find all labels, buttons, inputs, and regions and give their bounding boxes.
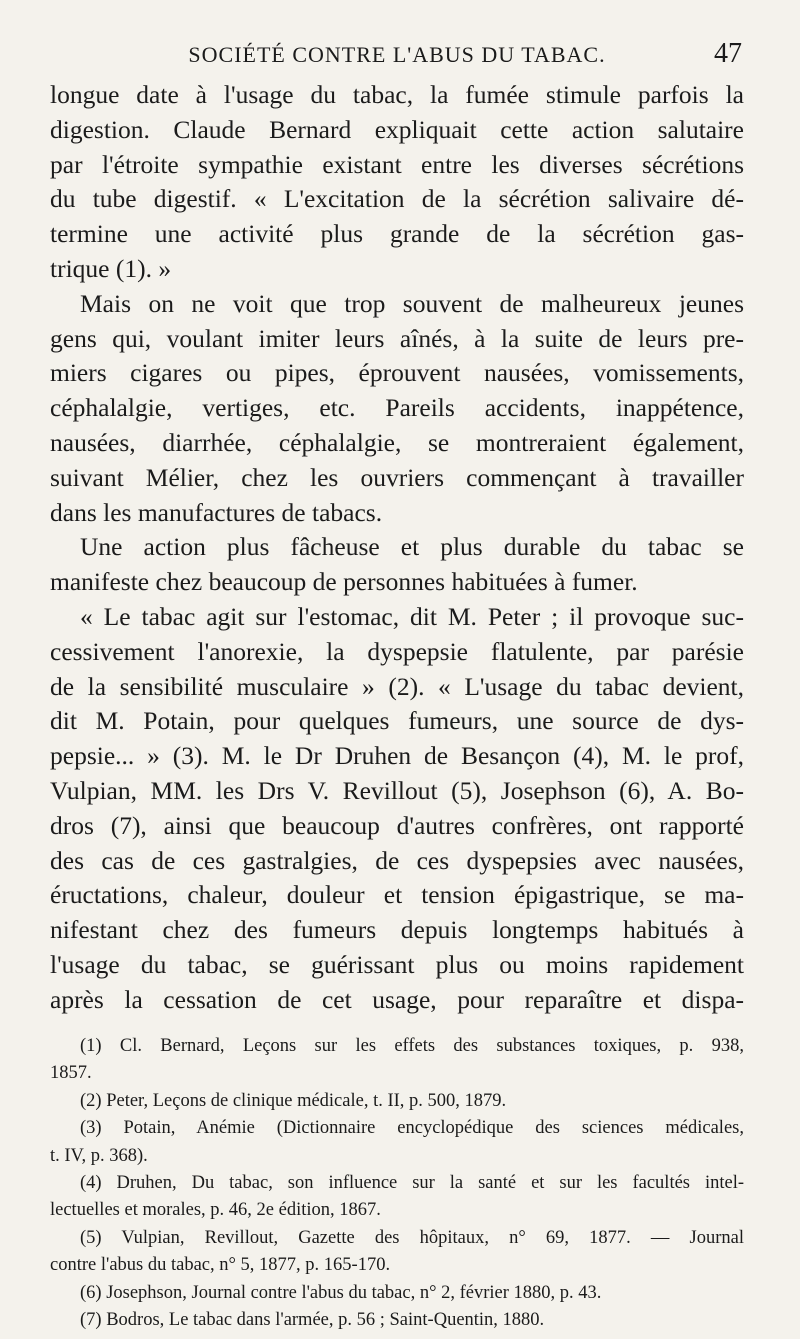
footnote-line: (3) Potain, Anémie (Dictionnaire encyclopédique des sciences médicales, xyxy=(80,1118,744,1139)
body-line: céphalalgie, vertiges, etc. Pareils accidents, inappétence, xyxy=(50,393,744,423)
body-line: Mais on ne voit que trop souvent de malheureux jeunes xyxy=(80,288,744,318)
footnote-line: (5) Vulpian, Revillout, Gazette des hôpitaux, n° 69, 1877. — Journal xyxy=(80,1227,744,1248)
body-line: termine une activité plus grande de la sécrétion gas- xyxy=(50,219,744,249)
body-line: dans les manufactures de tabacs. xyxy=(50,497,383,527)
body-line: cessivement l'anorexie, la dyspepsie flatulente, par parésie xyxy=(50,636,744,666)
footnote-line: 1857. xyxy=(50,1063,92,1084)
running-title: SOCIÉTÉ CONTRE L'ABUS DU TABAC. xyxy=(188,42,606,67)
footnote-line: t. IV, p. 368). xyxy=(50,1145,148,1166)
page-header xyxy=(52,38,742,74)
body-line: Vulpian, MM. les Drs V. Revillout (5), Josephson (6), A. Bo- xyxy=(50,775,744,805)
footnote-line: (7) Bodros, Le tabac dans l'armée, p. 56 ; Saint-Quentin, 1880. xyxy=(80,1309,545,1330)
footnote-line: (6) Josephson, Journal contre l'abus du tabac, n° 2, février 1880, p. 43. xyxy=(80,1282,602,1303)
body-line: dros (7), ainsi que beaucoup d'autres confrères, ont rapporté xyxy=(50,810,744,840)
body-line: dit M. Potain, pour quelques fumeurs, une source de dys- xyxy=(50,706,744,736)
body-line: du tube digestif. « L'excitation de la sécrétion salivaire dé- xyxy=(50,184,744,214)
body-line: gens qui, voulant imiter leurs aînés, à la suite de leurs pre- xyxy=(50,323,744,353)
body-line: après la cessation de cet usage, pour reparaître et dispa- xyxy=(50,984,744,1014)
body-line: l'usage du tabac, se guérissant plus ou moins rapidement xyxy=(50,949,744,979)
footnote-line: contre l'abus du tabac, n° 5, 1877, p. 165-170. xyxy=(50,1255,391,1276)
body-line: nausées, diarrhée, céphalalgie, se montreraient également, xyxy=(50,427,744,457)
body-line: manifeste chez beaucoup de personnes habituées à fumer. xyxy=(50,567,638,597)
body-line: nifestant chez des fumeurs depuis longtemps habitués à xyxy=(50,915,744,945)
footnote-line: (4) Druhen, Du tabac, son influence sur la santé et sur les facultés intel- xyxy=(80,1172,744,1193)
body-line: pepsie... » (3). M. le Dr Druhen de Besançon (4), M. le prof, xyxy=(50,741,744,771)
body-line: trique (1). » xyxy=(50,253,172,283)
footnote-line: (1) Cl. Bernard, Leçons sur les effets des substances toxiques, p. 938, xyxy=(80,1036,744,1056)
body-line: « Le tabac agit sur l'estomac, dit M. Peter ; il provoque suc- xyxy=(80,601,744,631)
body-line: des cas de ces gastralgies, de ces dyspepsies avec nausées, xyxy=(50,845,744,875)
body-line: de la sensibilité musculaire » (2). « L'usage du tabac devient, xyxy=(50,671,744,701)
body-line: par l'étroite sympathie existant entre les diverses sécrétions xyxy=(50,149,744,179)
body-line: digestion. Claude Bernard expliquait cette action salutaire xyxy=(50,114,744,144)
body-line: suivant Mélier, chez les ouvriers commençant à travailler xyxy=(50,462,744,492)
body-line: miers cigares ou pipes, éprouvent nausées, vomissements, xyxy=(50,358,744,388)
page-number: 47 xyxy=(714,38,742,69)
body-line: longue date à l'usage du tabac, la fumée stimule parfois la xyxy=(50,80,744,109)
footnote-line: lectuelles et morales, p. 46, 2e édition, 1867. xyxy=(50,1200,381,1221)
body-line: éructations, chaleur, douleur et tension épigastrique, se ma- xyxy=(50,880,744,910)
body-text xyxy=(50,78,744,1018)
body-line: Une action plus fâcheuse et plus durable du tabac se xyxy=(80,532,744,562)
footnote-line: (2) Peter, Leçons de clinique médicale, t. II, p. 500, 1879. xyxy=(80,1090,507,1111)
footnotes xyxy=(50,1033,744,1334)
